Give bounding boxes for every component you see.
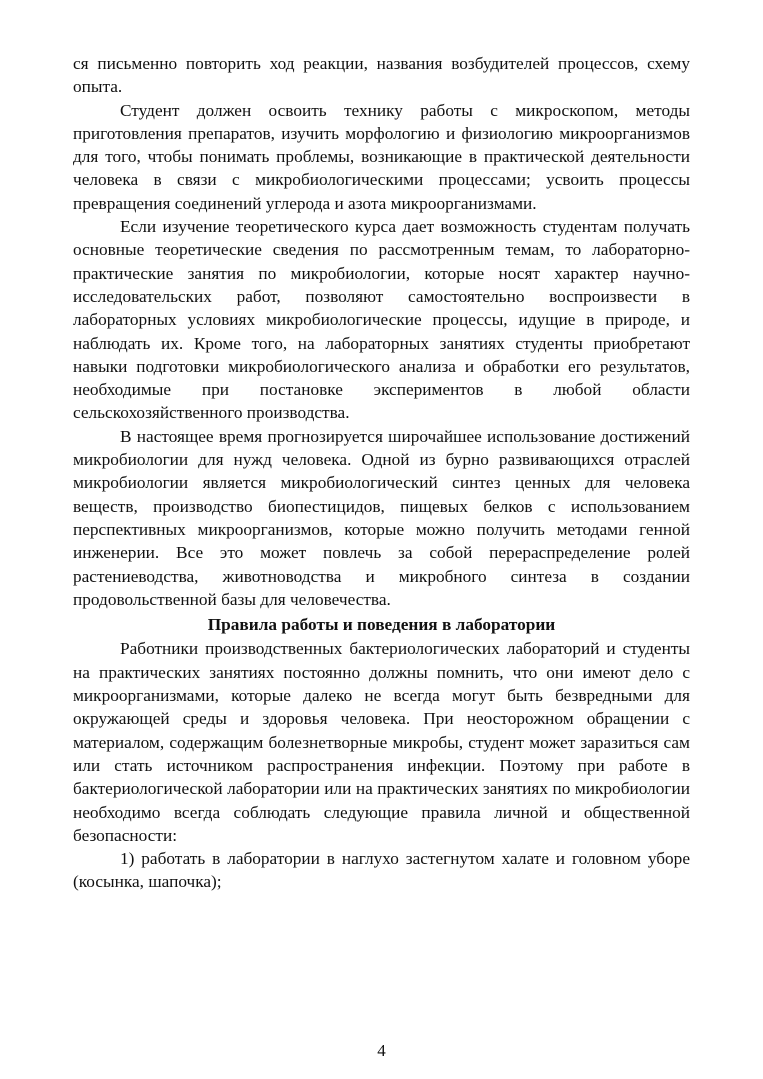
paragraph-continuation: ся письменно повторить ход реакции, названия возбудителей процессов, схему опыта.	[73, 54, 690, 97]
paragraph-student-skills: Студент должен освоить технику работы с микроскопом, методы приготовления препаратов, изучить морфологию и физиологию микроорганизмов для того, чтобы понимать проблемы, возникающие в практической деятельности человека в связи с микробиологическими процессами; усвоить процессы превращения соединений углерода и азота микроорганизмами.	[73, 100, 690, 213]
section-heading: Правила работы и поведения в лаборатории	[207, 615, 556, 635]
paragraph-lab-practice: Если изучение теоретического курса дает возможность студентам получать основные теоретические сведения по рассмотренным темам, то лабораторно-практические занятия по микробиологии, которые носят характер научно-исследовательских работ, позволяют самостоятельно воспроизвести в лабораторных условиях микробиологические процессы, идущие в природе, и наблюдать их. Кроме того, на лабораторных занятиях студенты приобретают навыки подготовки микробиологического анализа и обработки его результатов, необходимые при постановке экспериментов в любой области сельскохозяйственного производства.	[73, 217, 690, 423]
paragraph-lab-safety: Работники производственных бактериологических лабораторий и студенты на практических занятиях постоянно должны помнить, что они имеют дело с микроорганизмами, которые далеко не всегда могут быть безвредными для окружающей среды и здоровья человека. При неосторожном обращении с материалом, содержащим болезнетворные микробы, студент может заразиться сам или стать источником распространения инфекции. Поэтому при работе в бактериологической лаборатории или на практических занятиях по микробиологии необходимо всегда соблюдать следующие правила личной и общественной безопасности:	[73, 639, 690, 845]
page-number: 4	[377, 1041, 386, 1060]
document-page	[73, 52, 690, 894]
paragraph-microbiology-future: В настоящее время прогнозируется широчайшее использование достижений микробиологии для нужд человека. Одной из бурно развивающихся отраслей микробиологии является микробиологический синтез ценных для человека веществ, производство биопестицидов, пищевых белков с использованием перспективных микроорганизмов, которые можно получить методами генной инженерии. Все это может повлечь за собой перераспределение ролей растениеводства, животноводства и микробного синтеза в создании продовольственной базы для человечества.	[73, 426, 690, 609]
rule-item-1: 1) работать в лаборатории в наглухо застегнутом халате и головном уборе (косынка, шапочка);	[73, 849, 690, 892]
